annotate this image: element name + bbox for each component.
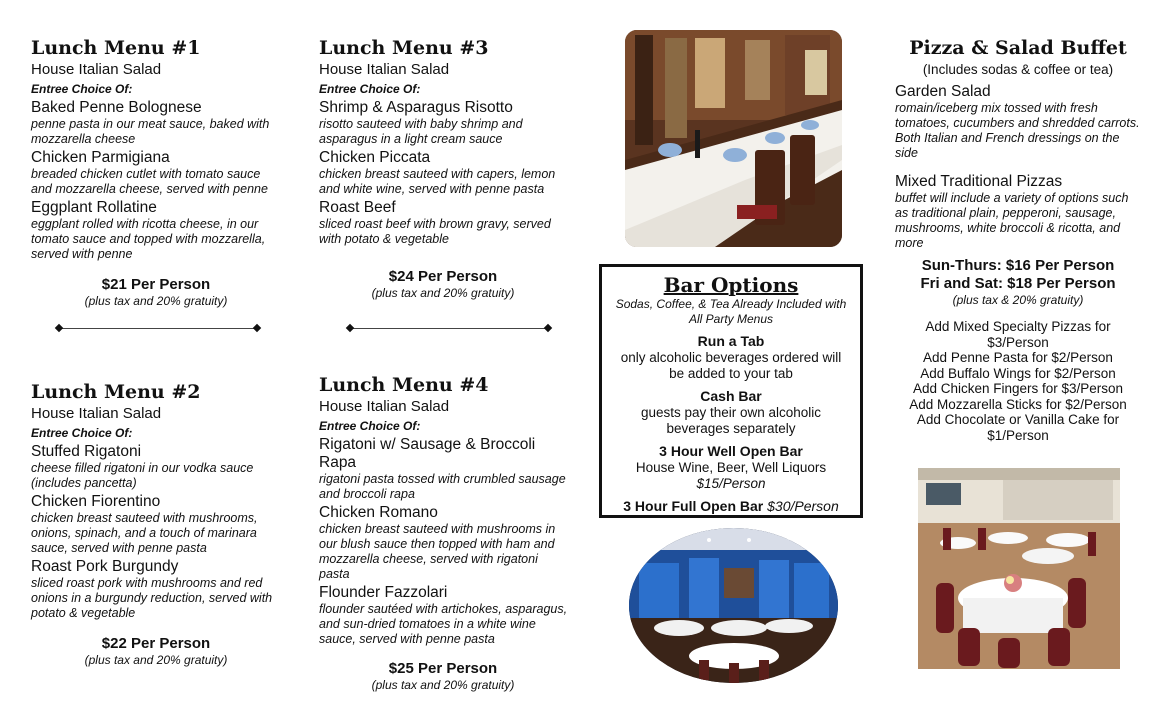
pizza-salad-buffet xyxy=(895,37,1141,443)
full-bar-title: 3 Hour Full Open Bar xyxy=(623,498,764,514)
menu-title: Lunch Menu #4 xyxy=(319,374,489,396)
dish-name: Roast Pork Burgundy xyxy=(31,558,179,575)
menu-price: $25 Per Person xyxy=(388,660,498,677)
addon-item: Add Mixed Specialty Pizzas for $3/Person xyxy=(925,319,1111,350)
dish-name: Chicken Fiorentino xyxy=(31,493,161,510)
dish-desc: flounder sautéed with artichokes, asparagus, and sun-dried tomatoes in a white wine sauce, served with penne pasta xyxy=(319,602,568,646)
menu-title: Lunch Menu #2 xyxy=(31,381,201,403)
menu-salad: House Italian Salad xyxy=(31,405,162,422)
entree-label: Entree Choice Of: xyxy=(31,426,133,440)
dining-room-photo xyxy=(625,30,842,247)
menu-price: $22 Per Person xyxy=(101,635,211,652)
price-fine-print: (plus tax and 20% gratuity) xyxy=(371,286,515,300)
dish-desc: chicken breast sauteed with capers, lemon and white wine, served with penne pasta xyxy=(319,167,556,196)
dish-name: Eggplant Rollatine xyxy=(31,199,157,216)
dish-desc: chicken breast sauteed with mushrooms, onions, spinach, and a touch of marinara sauce, served with penne pasta xyxy=(31,511,258,555)
dish-desc: risotto sauteed with baby shrimp and asparagus in a light cream sauce xyxy=(319,117,523,146)
buffet-addons xyxy=(895,319,1141,443)
lunch-menu-4 xyxy=(319,374,569,647)
well-bar-price: $15/Person xyxy=(696,476,766,491)
dish-name: Rigatoni w/ Sausage & Broccoli Rapa xyxy=(319,436,536,471)
entree-label: Entree Choice Of: xyxy=(31,82,133,96)
menu-salad: House Italian Salad xyxy=(319,61,450,78)
cash-bar-text: guests pay their own alcoholic beverages separately xyxy=(640,405,822,436)
price-block-1 xyxy=(31,276,281,309)
buffet-price-weekend: Fri and Sat: $18 Per Person xyxy=(920,275,1116,292)
buffet-fine-print: (plus tax & 20% gratuity) xyxy=(952,293,1084,307)
price-fine-print: (plus tax and 20% gratuity) xyxy=(371,678,515,692)
dish-name: Flounder Fazzolari xyxy=(319,584,448,601)
dish-name: Shrimp & Asparagus Risotto xyxy=(319,99,513,116)
well-bar-text: House Wine, Beer, Well Liquors xyxy=(635,460,827,475)
full-bar-line xyxy=(602,498,860,515)
dish-desc: rigatoni pasta tossed with crumbled sausage and broccoli rapa xyxy=(319,472,566,501)
buffet-title: Pizza & Salad Buffet xyxy=(909,37,1127,59)
menu-title: Lunch Menu #3 xyxy=(319,37,489,59)
bar-options-title: Bar Options xyxy=(663,273,799,297)
menu-price: $24 Per Person xyxy=(388,268,498,285)
lunch-menu-2 xyxy=(31,381,281,621)
price-block-4 xyxy=(319,660,567,693)
addon-item: Add Chicken Fingers for $3/Person xyxy=(912,381,1124,396)
price-fine-print: (plus tax and 20% gratuity) xyxy=(84,653,228,667)
banquet-hall-photo xyxy=(629,528,838,683)
dish-desc: sliced roast beef with brown gravy, served with potato & vegetable xyxy=(319,217,551,246)
entree-label: Entree Choice Of: xyxy=(319,419,421,433)
addon-item: Add Penne Pasta for $2/Person xyxy=(923,350,1113,365)
price-block-3 xyxy=(319,268,567,301)
run-a-tab-title: Run a Tab xyxy=(697,333,765,349)
dish-desc: breaded chicken cutlet with tomato sauce and mozzarella cheese, served with penne xyxy=(31,167,268,196)
dish-desc: chicken breast sauteed with mushrooms in our blush sauce then topped with ham and mozzarella cheese, served with rigatoni pasta xyxy=(319,522,556,581)
dish-name: Baked Penne Bolognese xyxy=(31,99,202,116)
menu-price: $21 Per Person xyxy=(101,276,211,293)
banquet-room-photo xyxy=(918,468,1120,669)
menu-title: Lunch Menu #1 xyxy=(31,37,201,59)
divider xyxy=(347,324,551,334)
menu-salad: House Italian Salad xyxy=(31,61,162,78)
dish-desc: cheese filled rigatoni in our vodka sauce (includes pancetta) xyxy=(31,461,254,490)
menu-salad: House Italian Salad xyxy=(319,398,450,415)
addon-item: Add Buffalo Wings for $2/Person xyxy=(920,365,1116,381)
buffet-subtitle: (Includes sodas & coffee or tea) xyxy=(922,62,1114,77)
dish-desc: sliced roast pork with mushrooms and red onions in a burgundy reduction, served with potato & vegetable xyxy=(31,576,273,620)
buffet-item-desc: buffet will include a variety of options such as traditional plain, pepperoni, sausage, mushrooms, white broccoli & ricotta, and more xyxy=(895,191,1129,250)
run-a-tab-text: only alcoholic beverages ordered will be added to your tab xyxy=(620,350,842,381)
buffet-item-desc: romain/iceberg mix tossed with fresh tomatoes, cucumbers and shredded carrots. Both Italian and French dressings on the side xyxy=(895,101,1140,160)
addon-item: Add Mozzarella Sticks for $2/Person xyxy=(909,396,1127,412)
addon-item: Add Chocolate or Vanilla Cake for $1/Person xyxy=(916,412,1120,443)
price-block-2 xyxy=(31,635,281,668)
entree-label: Entree Choice Of: xyxy=(319,82,421,96)
divider xyxy=(56,324,260,334)
dish-name: Chicken Romano xyxy=(319,504,438,521)
cash-bar-title: Cash Bar xyxy=(700,388,762,404)
buffet-item-name: Garden Salad xyxy=(895,83,991,100)
lunch-menu-1 xyxy=(31,37,281,262)
dish-desc: eggplant rolled with ricotta cheese, in our tomato sauce and topped with mozzarella, served with penne xyxy=(31,217,266,261)
well-bar-title: 3 Hour Well Open Bar xyxy=(659,443,803,459)
full-bar-price: $30/Person xyxy=(767,498,839,514)
buffet-price-weekday: Sun-Thurs: $16 Per Person xyxy=(921,257,1115,274)
dish-desc: penne pasta in our meat sauce, baked with mozzarella cheese xyxy=(31,117,270,146)
dish-name: Stuffed Rigatoni xyxy=(31,443,142,460)
lunch-menu-3 xyxy=(319,37,569,247)
dish-name: Roast Beef xyxy=(319,199,396,216)
dish-name: Chicken Parmigiana xyxy=(31,149,170,166)
buffet-item-name: Mixed Traditional Pizzas xyxy=(895,173,1063,190)
dish-name: Chicken Piccata xyxy=(319,149,431,166)
bar-options-box xyxy=(599,264,863,518)
bar-subtitle: Sodas, Coffee, & Tea Already Included with All Party Menus xyxy=(615,297,847,326)
price-fine-print: (plus tax and 20% gratuity) xyxy=(84,294,228,308)
